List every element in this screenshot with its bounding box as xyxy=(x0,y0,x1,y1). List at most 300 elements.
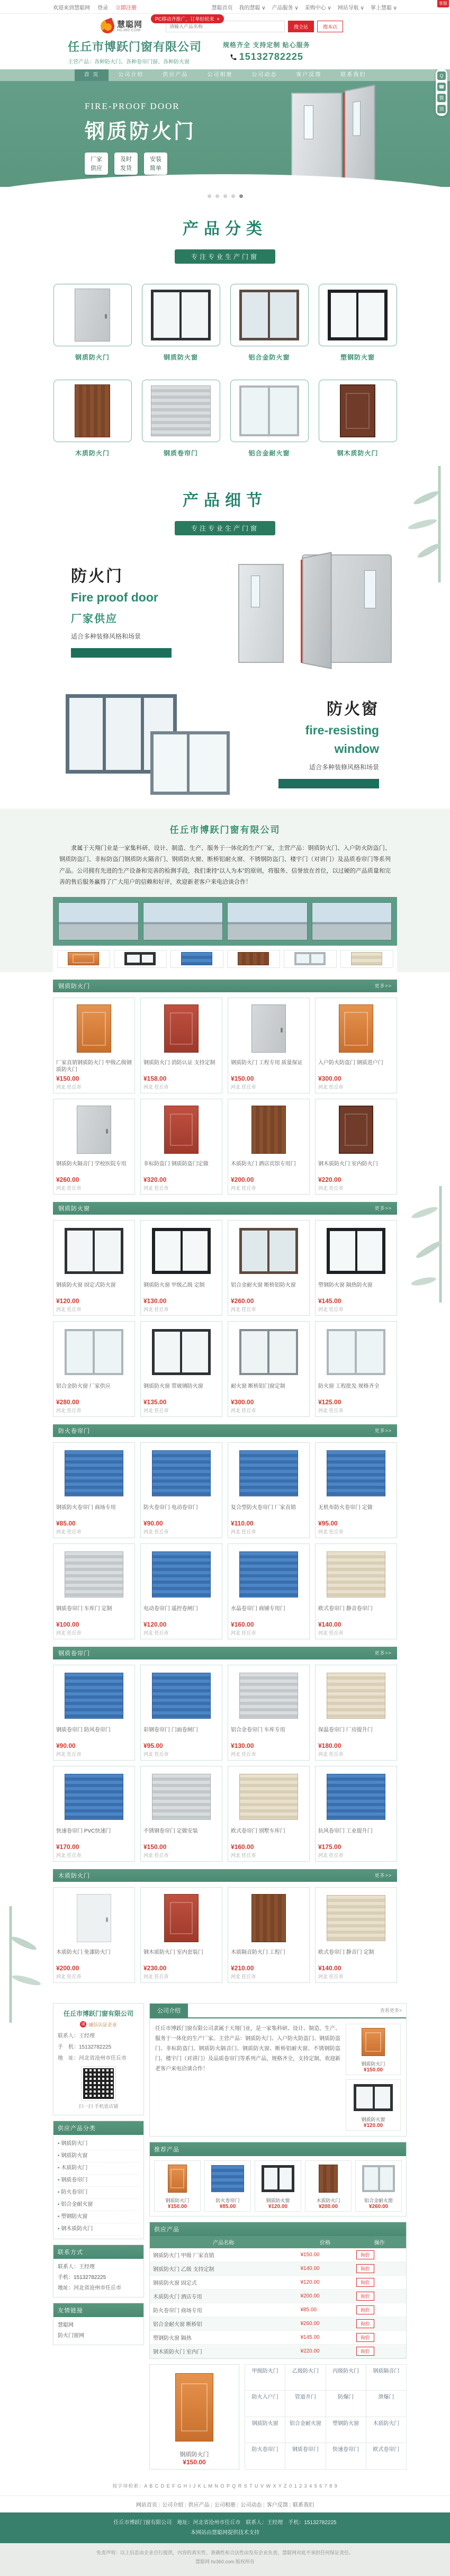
mini-product-price: ¥200.00 xyxy=(318,2203,338,2210)
topbar xyxy=(0,0,450,14)
floating-widget-icon[interactable]: 微 xyxy=(437,94,446,102)
company-card-line: 地 址：河北省沧州市任丘市 xyxy=(58,2055,127,2061)
nav-item[interactable]: 公司相册 xyxy=(207,72,233,78)
product-card[interactable] xyxy=(53,1220,135,1316)
flame-logo-icon xyxy=(101,20,114,33)
sidebar-category-item[interactable]: ▪ 钢质卷帘门 xyxy=(58,2175,139,2187)
featured-section xyxy=(149,2364,407,2470)
footer-nav-link[interactable]: 公司动态 | xyxy=(240,2502,264,2508)
product-name: 欧式卷帘门 静音卷帘门 xyxy=(318,1605,373,1612)
fire-door-detail xyxy=(0,545,450,679)
product-name: 钢质防火门 工程专用 质量保证 xyxy=(231,1060,303,1066)
carousel-dot[interactable] xyxy=(215,194,219,198)
product-location: 河北 任丘市 xyxy=(143,1852,169,1858)
window-en-title-1: fire-resisting xyxy=(305,723,379,737)
product-name: 木质防火门 免漆防火门 xyxy=(56,1949,111,1955)
nav-item[interactable]: 供应产品 xyxy=(163,72,188,78)
carousel-dots xyxy=(0,187,450,202)
product-card[interactable] xyxy=(228,1099,310,1195)
category-link[interactable]: 欧式卷帘门 xyxy=(366,2443,407,2470)
register-link[interactable]: 立即注册 xyxy=(115,5,137,11)
product-location: 河北 任丘市 xyxy=(318,1852,344,1858)
footer-support-line: 本网站由慧聪网提供技术支持 xyxy=(191,2529,259,2536)
category-link[interactable]: 乙级防火门 xyxy=(285,2365,326,2391)
product-price: ¥200.00 xyxy=(231,1175,254,1183)
mini-product-card[interactable] xyxy=(255,2160,301,2212)
product-image xyxy=(327,1774,386,1820)
company-card-line: 手 机：15132782225 xyxy=(58,2044,112,2050)
category-link[interactable]: 木质防火门 xyxy=(366,2417,407,2444)
gallery-thumb[interactable] xyxy=(340,950,393,968)
product-location: 河北 任丘市 xyxy=(56,1630,82,1636)
factory-photo xyxy=(227,902,308,940)
hc360-logo[interactable] xyxy=(101,20,142,33)
supply-row-price: ¥200.00 xyxy=(297,2289,353,2303)
inquiry-button[interactable]: 询价 xyxy=(356,2305,374,2314)
inquiry-button[interactable]: 询价 xyxy=(356,2347,374,2356)
block-header: 钢质防火门 xyxy=(58,983,90,990)
supply-row-price: ¥260.00 xyxy=(297,2317,353,2330)
mini-product-card[interactable] xyxy=(355,2160,402,2212)
product-block xyxy=(53,1424,397,1639)
sidebar-contact-line: 手机：15132782225 xyxy=(58,2274,106,2281)
product-card[interactable] xyxy=(53,998,135,1093)
product-card[interactable] xyxy=(140,1321,222,1417)
about-title: 任丘市博跃门窗有限公司 xyxy=(169,825,281,835)
category-link[interactable]: 管道井门 xyxy=(285,2391,326,2417)
phone-icon xyxy=(230,53,237,61)
more-link[interactable]: 更多>> xyxy=(374,983,392,989)
product-image xyxy=(327,1329,386,1375)
company-intro-text: 任丘市博跃门窗有限公司隶属于天翔门业，是一家集科研、设计、制造、生产、服务于一体化的生产厂家。主营产品：钢质防火门、入户防火防盗门、钢质防盗门、非标防盗门、钢质防火隔音门、钢质防火窗、断桥铝耐火窗、不锈钢防盗门、楼宇门（对讲门）及品质卷帘门等系列产品，规格齐全，支持定制，欢迎新老客户来电洽谈合作！ xyxy=(155,2025,340,2072)
product-location: 河北 任丘市 xyxy=(143,1407,169,1413)
nav-item[interactable]: 首 页 xyxy=(75,69,109,81)
category-image xyxy=(75,384,110,437)
category-image xyxy=(340,384,375,437)
alphabet-letters[interactable]: A B C D E F G H I J K L M N O P Q R S T U V W X Y Z 0 1 2 3 4 5 6 7 8 9 xyxy=(144,2483,338,2489)
mini-product-card[interactable] xyxy=(204,2160,251,2212)
product-card[interactable] xyxy=(315,1099,397,1195)
product-card[interactable] xyxy=(315,1543,397,1639)
product-card[interactable] xyxy=(53,1543,135,1639)
nav-item[interactable]: 公司动态 xyxy=(251,72,277,78)
product-card[interactable] xyxy=(140,1099,222,1195)
mini-product-name: 钢质防火窗 xyxy=(361,2116,385,2122)
product-card[interactable] xyxy=(228,1442,310,1538)
inquiry-button[interactable]: 询价 xyxy=(356,2292,374,2301)
block-header: 钢质卷帘门 xyxy=(58,1650,90,1657)
product-price: ¥150.00 xyxy=(231,1074,254,1082)
category-link[interactable]: 快速卷帘门 xyxy=(326,2443,366,2470)
category-ribbon: 专注专业生产门窗 xyxy=(175,249,275,264)
category-link[interactable]: 泄爆门 xyxy=(366,2391,407,2417)
promo-banner[interactable]: PC移动齐推广，订单轻松来 × xyxy=(151,14,224,23)
topbar-link[interactable]: 慧聪首页 xyxy=(211,5,233,11)
product-price: ¥100.00 xyxy=(56,1620,79,1628)
product-image xyxy=(164,1106,199,1154)
inquiry-button[interactable]: 询价 xyxy=(356,2319,374,2328)
floating-widget-icon[interactable]: ☎ xyxy=(437,83,446,91)
mini-product-price: ¥150.00 xyxy=(167,2203,187,2210)
product-name: 防火卷帘门 电动卷帘门 xyxy=(143,1504,198,1511)
supply-table-row[interactable] xyxy=(150,2330,406,2344)
footer-green xyxy=(0,2512,450,2543)
product-price: ¥320.00 xyxy=(143,1175,167,1183)
more-link[interactable]: 更多>> xyxy=(374,1873,392,1879)
floating-widget-icon[interactable]: Q xyxy=(437,71,446,80)
product-name: 保温卷帘门 厂房提升门 xyxy=(318,1727,373,1733)
product-name: 钢质卷帘门 防风卷帘门 xyxy=(56,1727,111,1733)
product-name: 钢质防火窗 带玻璃防火窗 xyxy=(143,1383,203,1389)
product-price: ¥95.00 xyxy=(318,1519,338,1527)
inquiry-button[interactable]: 询价 xyxy=(356,2264,374,2273)
product-name: 抗风卷帘门 工业提升门 xyxy=(318,1828,373,1834)
product-image xyxy=(65,1450,124,1496)
supply-row-price: ¥150.00 xyxy=(297,2248,353,2262)
footer-legal-line: 免责声明：以上信息由企业自行提供，内容的真实性、准确性和合法性由发布企业负责，慧聪网对此不承担任何保证责任。 xyxy=(96,2550,354,2555)
product-card[interactable] xyxy=(315,1887,397,1983)
category-card[interactable] xyxy=(53,380,132,457)
more-link[interactable]: 更多>> xyxy=(374,1206,392,1211)
category-link[interactable]: 甲级防火门 xyxy=(245,2365,285,2391)
product-price: ¥140.00 xyxy=(318,1964,341,1972)
product-price: ¥145.00 xyxy=(318,1297,341,1305)
nav-item[interactable]: 客户反馈 xyxy=(296,72,322,78)
topbar-link[interactable]: 网站导航 ∨ xyxy=(337,5,364,11)
product-card[interactable] xyxy=(315,1321,397,1417)
product-price: ¥160.00 xyxy=(231,1620,254,1628)
floating-widget-icon[interactable]: 顶 xyxy=(437,105,446,113)
gallery-thumb[interactable] xyxy=(114,950,167,968)
category-link[interactable]: 防火入户门 xyxy=(245,2391,285,2417)
product-price: ¥150.00 xyxy=(56,1074,79,1082)
product-name: 电动卷帘门 遥控卷闸门 xyxy=(143,1605,198,1612)
product-card[interactable] xyxy=(228,1321,310,1417)
product-location: 河北 任丘市 xyxy=(56,1084,82,1090)
supply-row-name: 塑钢防火窗 隔热 xyxy=(150,2330,297,2344)
banner-en-title: FIRE-PROOF DOOR xyxy=(85,101,180,111)
product-card[interactable] xyxy=(140,1665,222,1761)
sidebar-category-item[interactable]: ▪ 铝合金耐火窗 xyxy=(58,2199,139,2211)
product-card[interactable] xyxy=(228,1665,310,1761)
promo-close-icon[interactable]: × xyxy=(217,16,220,22)
category-image xyxy=(151,385,211,436)
product-card[interactable] xyxy=(53,1665,135,1761)
product-name: 钢质防火门 消防认证 支持定制 xyxy=(143,1060,215,1066)
gallery-thumb[interactable] xyxy=(170,950,223,968)
product-card[interactable] xyxy=(140,1543,222,1639)
detail-section xyxy=(0,473,450,545)
search-shop-button[interactable]: 搜本店 xyxy=(317,21,343,32)
inquiry-button[interactable]: 询价 xyxy=(356,2333,374,2342)
product-image xyxy=(152,1329,211,1375)
product-image xyxy=(152,1450,211,1496)
category-link[interactable]: 防爆门 xyxy=(326,2391,366,2417)
sidebar-category-item[interactable]: ▪ 塑钢防火窗 xyxy=(58,2211,139,2223)
view-more-link[interactable]: 查看更多> xyxy=(380,2008,402,2014)
mini-product-name: 铝合金耐火窗 xyxy=(364,2197,393,2203)
product-location: 河北 任丘市 xyxy=(231,1751,256,1757)
supply-row-price: ¥145.00 xyxy=(297,2330,353,2344)
featured-product-image xyxy=(175,2373,213,2442)
gallery-thumb[interactable] xyxy=(284,950,337,968)
qr-code xyxy=(82,2067,115,2101)
supply-table-header: 价格 xyxy=(297,2236,353,2248)
search-site-button[interactable]: 搜全站 xyxy=(288,21,314,32)
product-image xyxy=(339,1004,374,1053)
product-image xyxy=(77,1106,112,1154)
window-en-title-2: window xyxy=(334,741,379,756)
product-name: 不锈钢卷帘门 定做安装 xyxy=(143,1828,198,1834)
product-block xyxy=(53,1202,397,1417)
door-description: 适合多种装修风格和场景 xyxy=(71,632,141,640)
footer-legal-line: 慧聪网 hc360.com 版权所有 xyxy=(195,2559,255,2564)
phone-number[interactable]: 15132782225 xyxy=(239,51,303,62)
sidebar-category-item[interactable]: ▪ 钢质防火门 xyxy=(58,2138,139,2150)
featured-product-price: ¥150.00 xyxy=(183,2458,206,2466)
footer-nav-link[interactable]: 供应产品 | xyxy=(188,2502,212,2508)
login-link[interactable]: 登录 xyxy=(97,5,108,11)
product-price: ¥95.00 xyxy=(143,1742,163,1749)
category-card[interactable] xyxy=(142,284,220,362)
product-name: 钢质卷帘门 车库门 定制 xyxy=(56,1605,112,1612)
product-image xyxy=(65,1774,124,1820)
sidebar xyxy=(53,2003,144,2345)
product-location: 河北 任丘市 xyxy=(56,1185,82,1191)
product-card[interactable] xyxy=(228,1766,310,1862)
category-image xyxy=(239,290,300,340)
mini-product-card[interactable] xyxy=(154,2160,201,2212)
category-label: 钢木质防火门 xyxy=(337,450,379,457)
supply-table-row[interactable] xyxy=(150,2275,406,2289)
product-card[interactable] xyxy=(53,1887,135,1983)
product-card[interactable] xyxy=(228,1887,310,1983)
factory-photos xyxy=(53,897,397,946)
product-price: ¥110.00 xyxy=(231,1519,254,1527)
category-label: 铝合金防火窗 xyxy=(248,354,290,361)
supply-row-name: 钢木质防火门 室内门 xyxy=(150,2344,297,2358)
product-name: 水晶卷帘门 商铺专用门 xyxy=(231,1605,285,1612)
product-card[interactable] xyxy=(315,1220,397,1316)
category-card[interactable] xyxy=(142,380,220,457)
category-link[interactable]: 钢质卷帘门 xyxy=(285,2443,326,2470)
product-card[interactable] xyxy=(228,1543,310,1639)
category-link[interactable]: 防火卷帘门 xyxy=(245,2443,285,2470)
supply-table-row[interactable] xyxy=(150,2248,406,2262)
sidebar-category-item[interactable]: ▪ 防火卷帘门 xyxy=(58,2187,139,2199)
product-name: 钢质防火卷帘门 商场专用 xyxy=(56,1504,116,1511)
product-image xyxy=(152,1774,211,1820)
category-card[interactable] xyxy=(319,284,397,362)
nav-item[interactable]: 联系我们 xyxy=(340,72,366,78)
product-image xyxy=(327,1895,386,1941)
carousel-dot[interactable] xyxy=(223,194,227,198)
product-card[interactable] xyxy=(140,1442,222,1538)
category-image xyxy=(75,289,110,342)
company-intro-panel xyxy=(149,2003,407,2137)
supply-table-row[interactable] xyxy=(150,2303,406,2317)
footer-nav-link[interactable]: 公司相册 | xyxy=(214,2502,238,2508)
product-image xyxy=(65,1551,124,1597)
window-cn-title: 防火窗 xyxy=(327,700,379,718)
green-bar-decoration xyxy=(71,648,172,658)
hero-banner[interactable] xyxy=(0,81,450,187)
gallery-strip xyxy=(53,946,397,972)
category-card[interactable] xyxy=(230,284,309,362)
mini-product-image xyxy=(354,2084,393,2111)
product-image xyxy=(327,1551,386,1597)
banner-cn-title: 钢质防火门 xyxy=(85,121,196,143)
sidebar-category-item[interactable]: ▪ 钢质防火窗 xyxy=(58,2150,139,2162)
topbar-link[interactable]: 我的慧聪 ∨ xyxy=(239,5,266,11)
footer-nav-link[interactable]: 网站首页 | xyxy=(136,2502,160,2508)
product-card[interactable] xyxy=(53,1321,135,1417)
factory-photo xyxy=(143,902,223,940)
product-location: 河北 任丘市 xyxy=(231,1407,256,1413)
product-price: ¥90.00 xyxy=(56,1742,76,1749)
floating-contact-widget xyxy=(436,69,447,116)
sidebar-category-item[interactable]: ▪ 木质防火门 xyxy=(58,2162,139,2175)
product-price: ¥140.00 xyxy=(318,1620,341,1628)
product-card[interactable] xyxy=(53,1099,135,1195)
mini-product-card[interactable] xyxy=(305,2160,352,2212)
carousel-dot[interactable] xyxy=(231,194,235,198)
product-image xyxy=(327,1228,386,1274)
sidebar-link[interactable]: 防火门窗网 xyxy=(58,2332,84,2339)
supply-table-row[interactable] xyxy=(150,2289,406,2303)
category-link[interactable]: 丙级防火门 xyxy=(326,2365,366,2391)
logo-text: 慧聪网 xyxy=(117,20,143,29)
factory-photo xyxy=(312,902,392,940)
footer-nav-link[interactable]: 联系我们 xyxy=(293,2502,314,2508)
category-link[interactable]: 铝合金耐火窗 xyxy=(285,2417,326,2444)
product-image xyxy=(65,1329,124,1375)
mini-product-price: ¥120.00 xyxy=(268,2203,288,2210)
supply-table-row[interactable] xyxy=(150,2261,406,2275)
featured-product-card[interactable] xyxy=(149,2364,239,2470)
inquiry-button[interactable]: 询价 xyxy=(356,2278,374,2287)
block-header: 木质防火门 xyxy=(58,1872,90,1879)
supply-table-header: 产品名称 xyxy=(150,2236,297,2248)
category-label: 塑钢防火窗 xyxy=(340,354,375,361)
sidebar-link[interactable]: 慧聪网 xyxy=(58,2322,74,2328)
product-price: ¥200.00 xyxy=(56,1964,79,1972)
company-card-line: 联系人：王经理 xyxy=(58,2033,95,2039)
product-location: 河北 任丘市 xyxy=(231,1852,256,1858)
product-image xyxy=(239,1551,299,1597)
topbar-link[interactable]: 掌上慧聪 ∨ xyxy=(370,5,397,11)
product-image xyxy=(65,1673,124,1719)
product-card[interactable] xyxy=(53,1766,135,1862)
mini-product-card[interactable] xyxy=(346,2079,401,2131)
detail-ribbon: 专注专业生产门窗 xyxy=(175,521,275,535)
topbar-welcome: 欢迎来到慧聪网 xyxy=(53,5,90,11)
product-location: 河北 任丘市 xyxy=(143,1529,169,1534)
sidebar-categories-title: 供应产品分类 xyxy=(53,2121,143,2135)
carousel-dot-active[interactable] xyxy=(239,194,243,198)
category-link[interactable]: 塑钢防火窗 xyxy=(326,2417,366,2444)
product-price: ¥180.00 xyxy=(318,1742,341,1749)
more-link[interactable]: 更多>> xyxy=(374,1428,392,1434)
mini-product-price: ¥85.00 xyxy=(219,2203,236,2210)
product-card[interactable] xyxy=(140,1887,222,1983)
fire-door-image xyxy=(238,554,397,666)
topbar-link[interactable]: 产品服务 ∨ xyxy=(272,5,299,11)
tab-company-intro[interactable]: 公司介绍 xyxy=(150,2004,188,2017)
topbar-link[interactable]: 采购中心 ∨ xyxy=(304,5,331,11)
product-price: ¥120.00 xyxy=(56,1297,79,1305)
door-cn-title: 防火门 xyxy=(71,567,123,585)
inquiry-button[interactable]: 询价 xyxy=(356,2250,374,2259)
supply-row-name: 钢质防火门 甲级 厂家直销 xyxy=(150,2248,297,2262)
product-card[interactable] xyxy=(315,1766,397,1862)
category-link[interactable]: 钢质隔音门 xyxy=(366,2365,407,2391)
supply-table-row[interactable] xyxy=(150,2317,406,2330)
product-name: 木质防火门 酒店宾馆专用门 xyxy=(231,1161,296,1167)
product-card[interactable] xyxy=(315,1442,397,1538)
footer-nav-link[interactable]: 客户反馈 | xyxy=(267,2502,291,2508)
category-image xyxy=(328,290,388,340)
product-image xyxy=(251,1894,286,1942)
product-price: ¥130.00 xyxy=(231,1742,254,1749)
about-paragraph: 隶属于天翔门业是一家集科研、设计、制造、生产、服务于一体化的生产厂家，主营产品：钢质防火门、入户防火防盗门、钢质防盗门、非标防盗门钢质防火隔音门、钢质防火窗、断桥铝耐火窗、不锈钢防盗门、楼宇门（对讲门）及品质卷帘门等系列产品。公司拥有先进的生产设备和完善的检测手段，我们秉持“以人为本”的原则，将服务、信誉放在首位，以过硬的产品质量和完善的售后服务赢得了广大用户的信赖和好评，欢迎新老客户来电洽谈合作！ xyxy=(59,845,391,886)
more-link[interactable]: 更多>> xyxy=(374,1650,392,1656)
product-card[interactable] xyxy=(228,998,310,1093)
product-location: 河北 任丘市 xyxy=(231,1306,256,1312)
product-card[interactable] xyxy=(228,1220,310,1316)
product-card[interactable] xyxy=(315,1665,397,1761)
product-price: ¥210.00 xyxy=(231,1964,254,1972)
category-link[interactable]: 钢质防火窗 xyxy=(245,2417,285,2444)
product-card[interactable] xyxy=(140,998,222,1093)
banner-chip: 及时 发货 xyxy=(114,152,138,175)
product-image xyxy=(239,1774,299,1820)
product-location: 河北 任丘市 xyxy=(318,1407,344,1413)
product-name: 钢质防火窗 甲级乙级 定制 xyxy=(143,1282,205,1288)
sidebar-links-title: 友情链接 xyxy=(53,2303,143,2317)
category-card[interactable] xyxy=(319,380,397,457)
footer-nav-link[interactable]: 公司介绍 | xyxy=(162,2502,186,2508)
product-location: 河北 任丘市 xyxy=(231,1185,256,1191)
gallery-thumb[interactable] xyxy=(57,950,110,968)
supply-row-price: ¥220.00 xyxy=(297,2344,353,2358)
mini-product-name: 钢质防火门 xyxy=(361,2061,385,2067)
supply-row-name: 钢质防火门 乙级 支持定制 xyxy=(150,2261,297,2275)
product-name: 彩钢卷帘门 门面卷闸门 xyxy=(143,1727,198,1733)
product-image xyxy=(77,1004,112,1053)
product-card[interactable] xyxy=(140,1220,222,1316)
supply-table-row[interactable] xyxy=(150,2344,406,2358)
block-header: 钢质防火窗 xyxy=(58,1205,90,1212)
product-card[interactable] xyxy=(53,1442,135,1538)
product-name: 铝合金防火窗 厂家供应 xyxy=(56,1383,111,1389)
carousel-dot[interactable] xyxy=(208,194,211,198)
mini-product-card[interactable] xyxy=(346,2024,401,2075)
topbar-corner-button[interactable]: 客服 xyxy=(437,0,449,7)
product-location: 河北 任丘市 xyxy=(318,1751,344,1757)
sidebar-category-item[interactable]: ▪ 钢木质防火门 xyxy=(58,2223,139,2236)
banner-chip: 厂家 供应 xyxy=(85,152,108,175)
category-card[interactable] xyxy=(53,284,132,362)
category-card[interactable] xyxy=(230,380,309,457)
company-card xyxy=(53,2003,144,2115)
product-card[interactable] xyxy=(315,998,397,1093)
product-location: 河北 任丘市 xyxy=(143,1751,169,1757)
product-card[interactable] xyxy=(140,1766,222,1862)
gallery-thumb[interactable] xyxy=(227,950,280,968)
product-name: 厂家直销钢质防火门 甲级乙级钢质防火门 xyxy=(56,1060,132,1073)
nav-item[interactable]: 公司介绍 xyxy=(118,72,144,78)
